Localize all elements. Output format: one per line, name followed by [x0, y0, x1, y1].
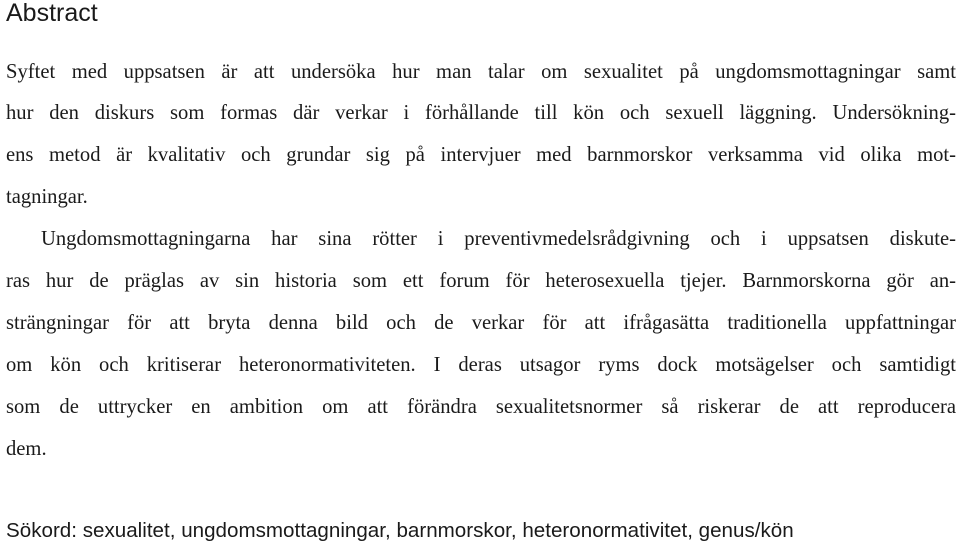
paragraph-2-line-2: ras hur de präglas av sin historia som ett forum för heterosexuella tjejer. Barnmorskorna gör an-: [6, 270, 956, 292]
keywords-line: Sökord: sexualitet, ungdomsmottagningar, barnmorskor, heteronormativitet, genus/kön: [6, 519, 794, 542]
keyword-item: ungdomsmottagningar: [181, 519, 385, 542]
paragraph-2-line-1: Ungdomsmottagningarna har sina rötter i preventivmedelsrådgivning och i uppsatsen diskute-: [41, 228, 956, 250]
paragraph-2-line-4: om kön och kritiserar heteronormativiteten. I deras utsagor ryms dock motsägelser och samtidigt: [6, 354, 956, 376]
keyword-item: heteronormativitet: [522, 519, 688, 542]
keyword-item: barnmorskor: [396, 519, 511, 542]
keywords-label: Sökord:: [6, 519, 77, 542]
paragraph-1-line-4: tagningar.: [6, 186, 88, 208]
keyword-item: sexualitet: [82, 519, 170, 542]
keyword-item: genus/kön: [698, 519, 794, 542]
paragraph-2-line-5: som de uttrycker en ambition om att förändra sexualitetsnormer så riskerar de att reproducera: [6, 396, 956, 418]
abstract-heading: Abstract: [6, 0, 98, 27]
paragraph-1-line-3: ens metod är kvalitativ och grundar sig på intervjuer med barnmorskor verksamma vid olika mot-: [6, 144, 956, 166]
paragraph-2-line-6: dem.: [6, 438, 47, 460]
paragraph-1-line-1: Syftet med uppsatsen är att undersöka hur man talar om sexualitet på ungdomsmottagningar samt: [6, 61, 956, 83]
abstract-page: [6, 0, 956, 550]
paragraph-2-line-3: strängningar för att bryta denna bild och de verkar för att ifrågasätta traditionella uppfattningar: [6, 312, 956, 334]
paragraph-1-line-2: hur den diskurs som formas där verkar i förhållande till kön och sexuell läggning. Undersökning-: [6, 102, 956, 124]
